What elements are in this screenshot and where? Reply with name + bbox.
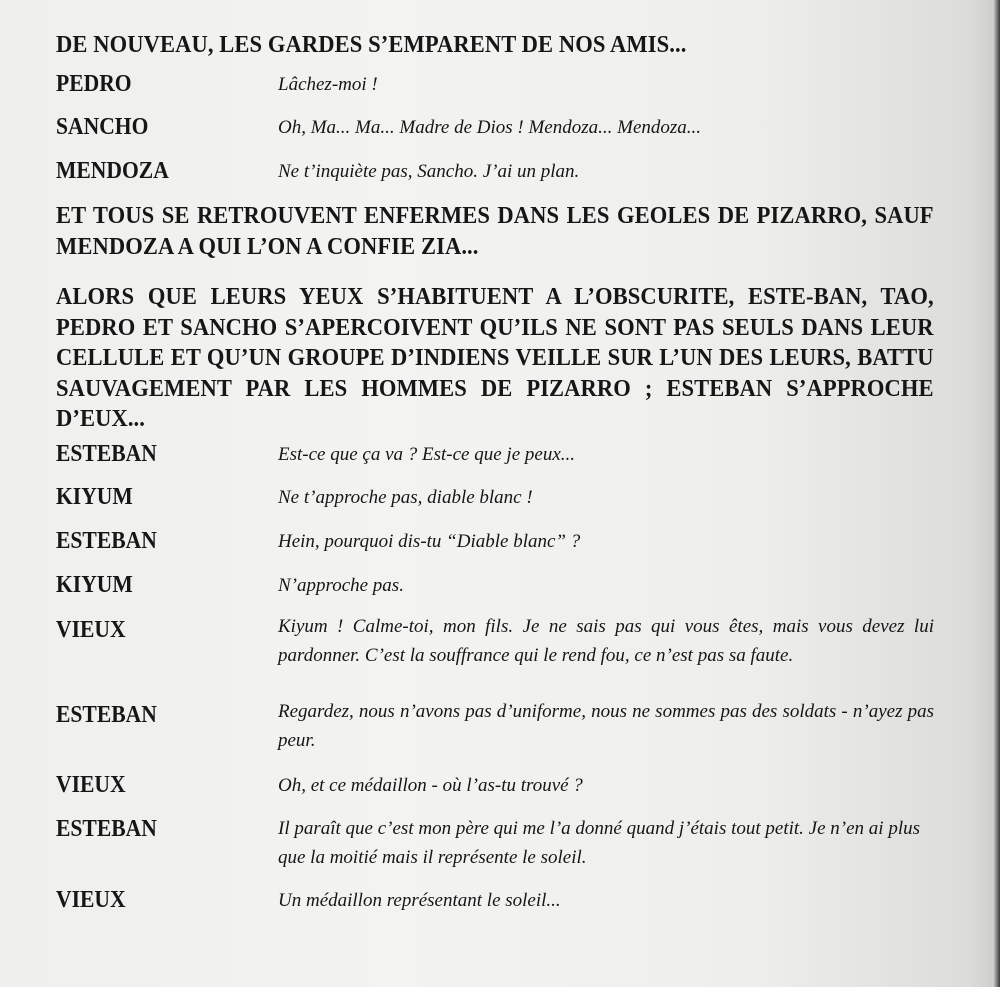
narration-1: DE NOUVEAU, LES GARDES S’EMPARENT DE NOS AMIS... xyxy=(56,31,687,58)
speaker-name: VIEUX xyxy=(56,887,126,913)
speaker-name: VIEUX xyxy=(56,772,126,798)
dialogue-text: N’approche pas. xyxy=(278,575,404,596)
speaker-name: KIYUM xyxy=(56,484,133,510)
dialogue-text: Lâchez-moi ! xyxy=(278,74,378,95)
dialogue-text: Ne t’inquiète pas, Sancho. J’ai un plan. xyxy=(278,161,580,182)
dialogue-text: Oh, Ma... Ma... Madre de Dios ! Mendoza... Mendoza... xyxy=(278,117,702,138)
dialogue-text: Est-ce que ça va ? Est-ce que je peux... xyxy=(278,444,576,465)
dialogue-text: Kiyum ! Calme-toi, mon fils. Je ne sais pas qui vous êtes, mais vous devez lui pardonner. C’est la souffrance qui le rend fou, ce n’est pas sa faute. xyxy=(278,616,934,666)
dialogue-text: Ne t’approche pas, diable blanc ! xyxy=(278,487,533,508)
speaker-name: ESTEBAN xyxy=(56,816,157,842)
speaker-name: VIEUX xyxy=(56,617,126,643)
narration-3: ALORS QUE LEURS YEUX S’HABITUENT A L’OBSCURITE, ESTE-BAN, TAO, PEDRO ET SANCHO S’APERCOIVENT QU’ILS NE SONT PAS SEULS DANS LEUR CELLULE ET QU’UN GROUPE D’INDIENS VEILLE SUR L’UN DES LEURS, BATTU SAUVAGEMENT PAR LES HOMMES DE PIZARRO ; ESTEBAN S’APPROCHE D’EUX... xyxy=(56,283,934,432)
speaker-name: SANCHO xyxy=(56,114,149,140)
narration-2: ET TOUS SE RETROUVENT ENFERMES DANS LES GEOLES DE PIZARRO, SAUF MENDOZA A QUI L’ON A CONFIE ZIA... xyxy=(56,202,934,260)
speaker-name: MENDOZA xyxy=(56,158,169,184)
dialogue-text: Oh, et ce médaillon - où l’as-tu trouvé ? xyxy=(278,775,583,796)
speaker-name: KIYUM xyxy=(56,572,133,598)
page-edge xyxy=(994,0,1000,987)
dialogue-text: Un médaillon représentant le soleil... xyxy=(278,890,561,911)
dialogue-text: Regardez, nous n’avons pas d’uniforme, nous ne sommes pas des soldats - n’ayez pas peur. xyxy=(278,701,934,751)
dialogue-text: Hein, pourquoi dis-tu “Diable blanc” ? xyxy=(278,531,581,552)
speaker-name: ESTEBAN xyxy=(56,702,157,728)
speaker-name: ESTEBAN xyxy=(56,528,157,554)
speaker-name: ESTEBAN xyxy=(56,441,157,467)
speaker-name: PEDRO xyxy=(56,71,132,97)
dialogue-text: Il paraît que c’est mon père qui me l’a donné quand j’étais tout petit. Je n’en ai plus que la moitié mais il représente le soleil. xyxy=(278,818,921,868)
